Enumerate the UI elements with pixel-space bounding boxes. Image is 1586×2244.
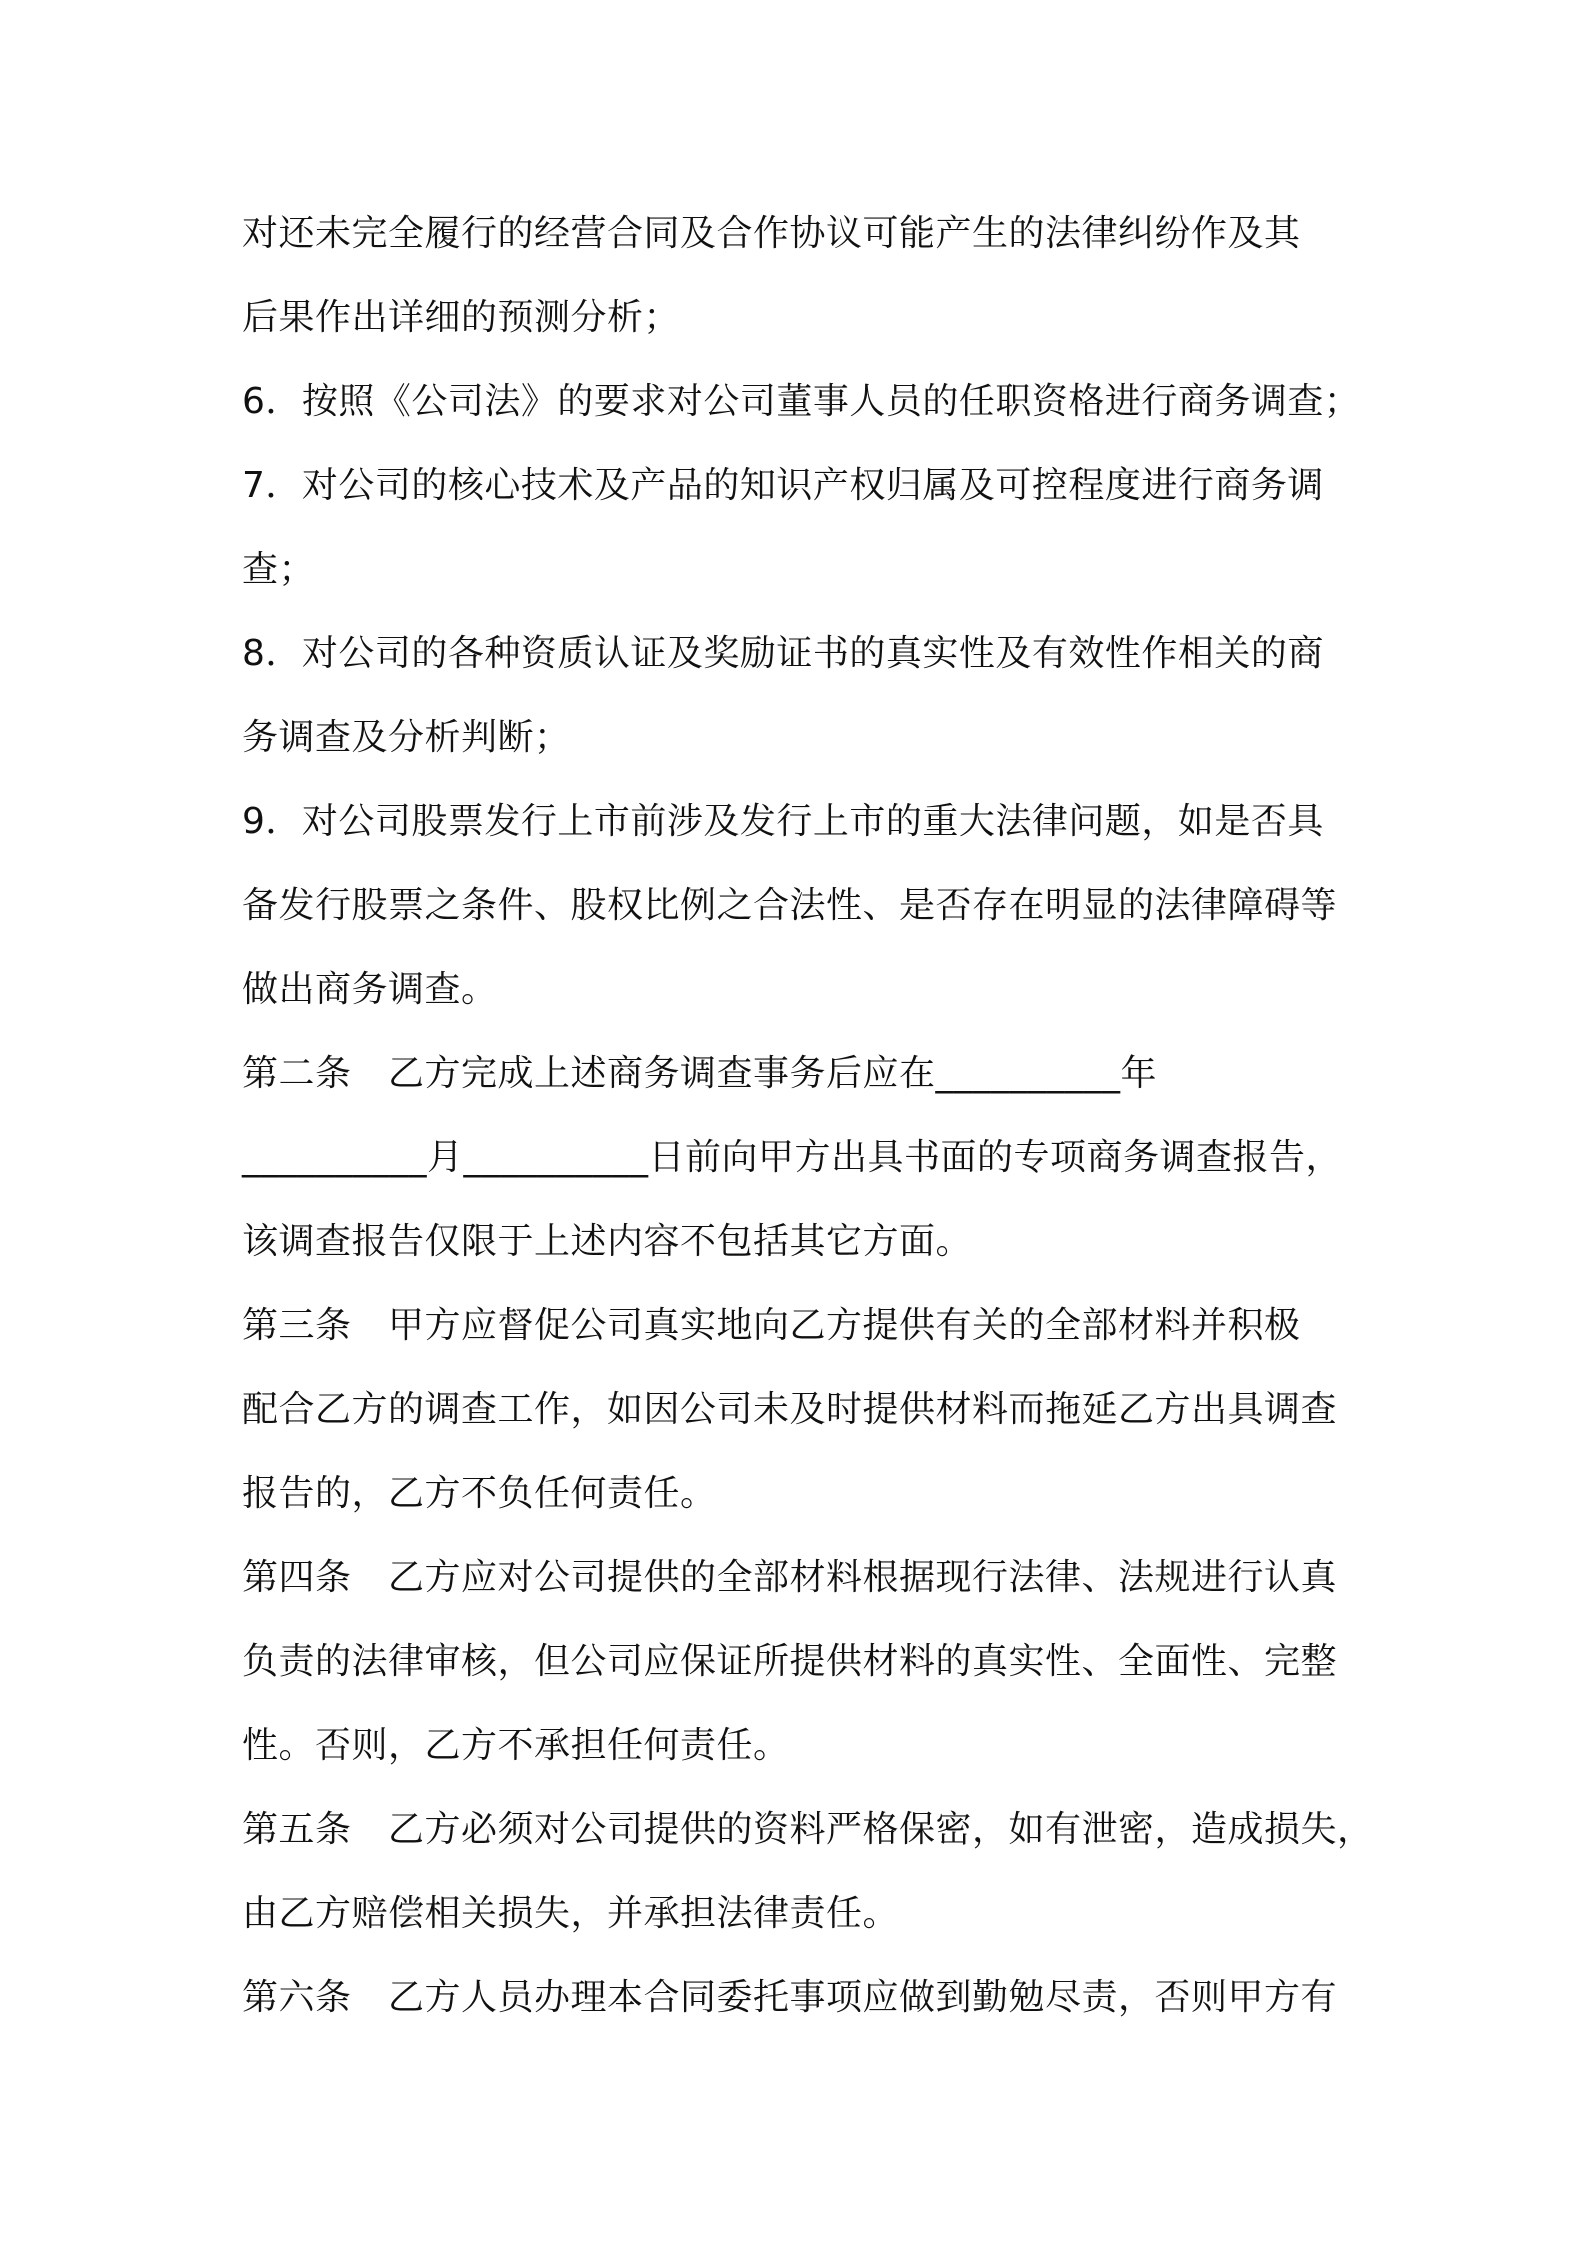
text-line: 性。否则，乙方不承担任何责任。 — [242, 1725, 790, 1766]
text-line: 6．按照《公司法》的要求对公司董事人员的任职资格进行商务调查； — [242, 381, 1361, 422]
text-line: 查； — [242, 549, 316, 590]
text-line: __________月__________日前向甲方出具书面的专项商务调查报告， — [242, 1137, 1343, 1178]
text-line: 第五条 乙方必须对公司提供的资料严格保密，如有泄密，造成损失， — [242, 1809, 1374, 1850]
text-line: 配合乙方的调查工作，如因公司未及时提供材料而拖延乙方出具调查 — [242, 1389, 1338, 1430]
text-line: 第二条 乙方完成上述商务调查事务后应在__________年 — [242, 1053, 1158, 1094]
text-line: 负责的法律审核，但公司应保证所提供材料的真实性、全面性、完整 — [242, 1641, 1338, 1682]
text-line: 9．对公司股票发行上市前涉及发行上市的重大法律问题，如是否具 — [242, 801, 1324, 842]
text-line: 由乙方赔偿相关损失，并承担法律责任。 — [242, 1893, 900, 1934]
text-line: 对还未完全履行的经营合同及合作协议可能产生的法律纠纷作及其 — [242, 213, 1301, 254]
text-line: 第六条 乙方人员办理本合同委托事项应做到勤勉尽责，否则甲方有 — [242, 1977, 1338, 2018]
text-line: 7．对公司的核心技术及产品的知识产权归属及可控程度进行商务调 — [242, 465, 1324, 506]
text-line: 该调查报告仅限于上述内容不包括其它方面。 — [242, 1221, 973, 1262]
text-line: 报告的，乙方不负任何责任。 — [242, 1473, 717, 1514]
text-line: 备发行股票之条件、股权比例之合法性、是否存在明显的法律障碍等 — [242, 885, 1338, 926]
text-line: 做出商务调查。 — [242, 969, 498, 1010]
text-line: 第四条 乙方应对公司提供的全部材料根据现行法律、法规进行认真 — [242, 1557, 1338, 1598]
text-line: 8．对公司的各种资质认证及奖励证书的真实性及有效性作相关的商 — [242, 633, 1324, 674]
contract-text — [242, 192, 1374, 2040]
text-line: 第三条 甲方应督促公司真实地向乙方提供有关的全部材料并积极 — [242, 1305, 1301, 1346]
text-line: 后果作出详细的预测分析； — [242, 297, 681, 338]
text-line: 务调查及分析判断； — [242, 717, 571, 758]
